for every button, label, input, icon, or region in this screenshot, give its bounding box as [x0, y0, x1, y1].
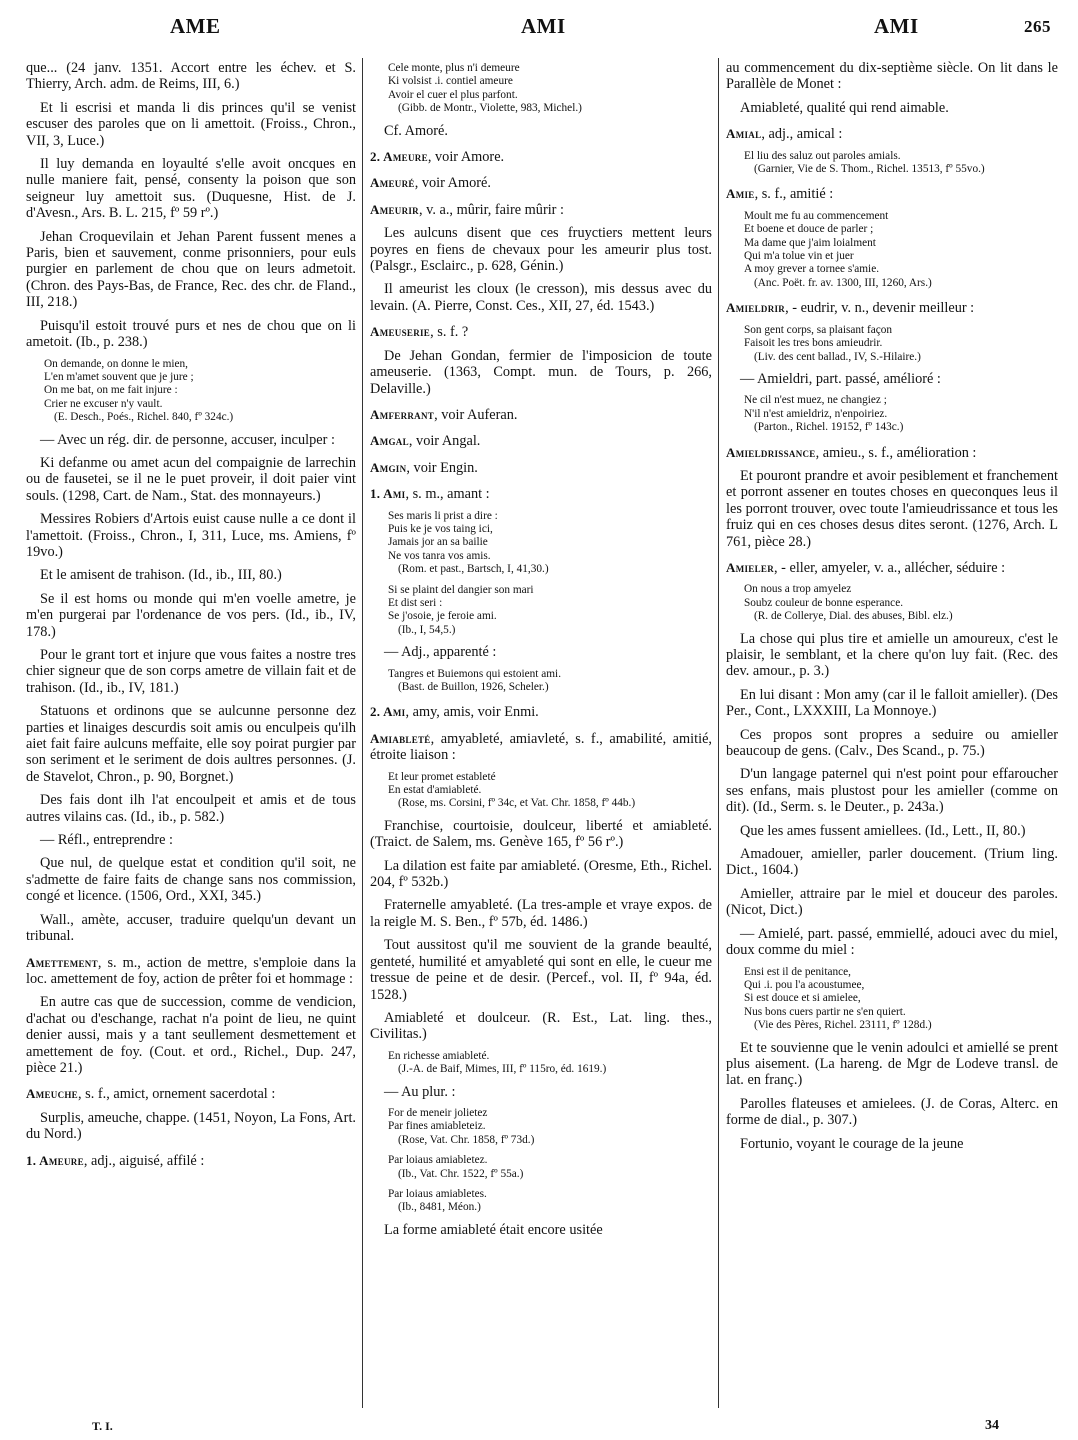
prose-paragraph: D'un langage paternel qui n'est point pour effaroucher ses enfans, mais plustost pour les amieller (comme on dit). (Id., Serm. s. le Deuter., p. 243a.) — [726, 766, 1058, 816]
verse-line: Et boene et douce de parler ; — [744, 223, 874, 236]
prose-paragraph: Que nul, de quelque estat et condition qu'il soit, ne s'admette de faire faits de change sans nos commission, congé et licence. (1506, Ord., XXI, 345.) — [26, 855, 356, 905]
verse-quotation — [388, 510, 712, 577]
verse-quotation — [744, 966, 1058, 1033]
column-1 — [26, 60, 356, 1400]
citation-source: (Vie des Pères, Richel. 23111, fº 128d.) — [754, 1019, 932, 1032]
verse-line: Qui m'a tolue vin et juer — [744, 250, 854, 263]
prose-paragraph: En autre cas que de succession, comme de vendicion, d'achat ou d'eschange, rachat n'a point de lieu, ne quint denier aussi, mais y a tant seullement desmettement et amettement de foy. (Cout. et ord., Richel., Dup. 247, pièce 21.) — [26, 994, 356, 1076]
citation-source: (Gibb. de Montr., Violette, 983, Michel.) — [398, 102, 582, 115]
headword: Amieldrir — [726, 300, 786, 316]
citation-source: (Rom. et past., Bartsch, I, 41,30.) — [398, 563, 549, 576]
verse-line: On me bat, on me fait injure : — [44, 384, 178, 397]
verse-line: Nus bons cuers partir ne s'en quiert. — [744, 1005, 906, 1018]
verse-line: Crier ne excuser n'y vault. — [44, 397, 163, 410]
headword: 1. Ami — [370, 486, 406, 502]
dictionary-entry — [726, 560, 1058, 576]
entry-definition: , voir Engin. — [406, 459, 478, 476]
dictionary-entry — [26, 955, 356, 988]
entry-definition: , voir Amore. — [427, 149, 505, 166]
headword: Amferrant — [370, 406, 435, 422]
citation-source: (Anc. Poët. fr. av. 1300, III, 1260, Ars.) — [754, 276, 932, 289]
citation-source: (Garnier, Vie de S. Thom., Richel. 13513, fº 55vo.) — [754, 163, 985, 176]
verse-line: Et leur promet estableté — [388, 770, 496, 783]
verse-line: Soubz couleur de bonne esperance. — [744, 596, 904, 609]
prose-paragraph: au commencement du dix-septième siècle. On lit dans le Parallèle de Monet : — [726, 60, 1058, 93]
running-head-right: AMI — [874, 14, 919, 38]
entry-definition: , voir Auferan. — [434, 406, 518, 423]
verse-line: Si se plaint del dangier son mari — [388, 583, 534, 596]
verse-quotation — [388, 62, 712, 116]
prose-paragraph: Se il est homs ou monde qui m'en voelle ametre, je m'en purgerai par l'ordenance de vos pers. (Id., ib., IV, 178.) — [26, 590, 356, 640]
prose-paragraph: Amiableté et doulceur. (R. Est., Lat. ling. thes., Civilitas.) — [370, 1009, 712, 1043]
verse-line: L'en m'amet souvent que je jure ; — [44, 370, 194, 383]
gathering-number: 34 — [985, 1418, 999, 1433]
dictionary-entry — [726, 186, 1058, 202]
verse-line: En estat d'amiableté. — [388, 784, 482, 797]
dictionary-entry — [370, 704, 712, 720]
verse-line: Ses maris li prist a dire : — [388, 509, 498, 522]
column-3 — [726, 60, 1058, 1400]
dictionary-entry — [370, 731, 712, 764]
prose-paragraph: Amiableté, qualité qui rend aimable. — [740, 99, 949, 116]
dictionary-entry — [370, 175, 712, 191]
verse-quotation — [744, 150, 1058, 177]
dictionary-entry — [370, 433, 712, 449]
running-head-left: AME — [170, 14, 221, 38]
prose-paragraph: Il ameurist les cloux (le cresson), mis dessus avec du levain. (A. Pierre, Const. Ces., XII, 27, éd. 1543.) — [370, 281, 712, 314]
headword: Amie — [726, 186, 755, 202]
verse-quotation — [388, 771, 712, 811]
verse-quotation — [388, 1154, 712, 1181]
verse-quotation — [744, 210, 1058, 290]
prose-paragraph: Que les ames fussent amiellees. (Id., Lett., II, 80.) — [740, 822, 1026, 839]
entry-definition: , adj., amical : — [761, 126, 843, 143]
dictionary-entry — [370, 149, 712, 165]
headword: Amettement — [26, 954, 98, 970]
dictionary-entry — [26, 1153, 356, 1169]
prose-paragraph: De Jehan Gondan, fermier de l'imposicion de toute ameuserie. (1363, Compt. mun. de Tours, p. 266, Delaville.) — [370, 347, 712, 397]
dictionary-entry — [370, 486, 712, 502]
prose-paragraph: Jehan Croquevilain et Jehan Parent fussent menes a Paris, bien et sauvement, conme prisonniers, pour euls purgier en parlement de chou que on leurs admetoit. (Chron. des Pays-Bas, de France, Rec. des chr. de Fland., III, 218.) — [26, 228, 356, 311]
citation-source: (R. de Collerye, Dial. des abuses, Bibl. elz.) — [754, 610, 953, 623]
headword: Ameurir — [370, 201, 419, 217]
column-rule-1 — [362, 58, 363, 1408]
verse-line: N'il n'est amieldriz, n'enpoiriez. — [744, 407, 888, 420]
headword: 2. Ameure — [370, 149, 428, 165]
dictionary-entry — [726, 126, 1058, 142]
verse-line: Et dist seri : — [388, 596, 443, 609]
citation-source: (Rose, ms. Corsini, fº 34c, et Vat. Chr. 1858, fº 44b.) — [398, 797, 636, 810]
headword: 1. Ameure — [26, 1152, 84, 1168]
dictionary-entry — [726, 445, 1058, 461]
prose-paragraph: La chose qui plus tire et amielle un amoureux, c'est le plaisir, le semblant, et la chere qu'on luy fait. (Rec. des dev. amour., p. 3.) — [726, 630, 1058, 680]
dictionary-entry — [370, 202, 712, 218]
prose-paragraph: En lui disant : Mon amy (car il le falloit amieller). (Des Per., Cont., LXXXIII, La Monnoye.) — [726, 686, 1058, 720]
entry-definition: , voir Amoré. — [414, 175, 491, 192]
prose-paragraph: Parolles flateuses et amielees. (J. de Coras, Alterc. en forme de dial., p. 307.) — [726, 1095, 1058, 1129]
verse-line: Ma dame que j'aim loialment — [744, 236, 876, 249]
entry-definition: , adj., aiguisé, affilé : — [83, 1152, 205, 1169]
verse-line: Par fines amiableteiz. — [388, 1120, 486, 1133]
prose-paragraph: Et le amisent de trahison. (Id., ib., III, 80.) — [40, 567, 282, 584]
headword: Amiableté — [370, 730, 431, 746]
headword: Ameuré — [370, 175, 415, 191]
prose-paragraph: — Amieldri, part. passé, amélioré : — [740, 370, 941, 387]
prose-paragraph: La dilation est faite par amiableté. (Oresme, Eth., Richel. 204, fº 532b.) — [370, 857, 712, 891]
verse-quotation — [388, 1188, 712, 1215]
prose-paragraph: Pour le grant tort et injure que vous faites a nostre tres chier signeur que de son corps ametre de villain fait et de trahison. (Id., ib., IV, 181.) — [26, 647, 356, 696]
verse-line: Si est douce et si amielee, — [744, 992, 861, 1005]
verse-quotation — [744, 583, 1058, 623]
verse-quotation — [388, 1050, 712, 1077]
entry-definition: , v. a., mûrir, faire mûrir : — [419, 201, 564, 218]
verse-line: Tangres et Buiemons qui estoient ami. — [388, 667, 562, 680]
entry-definition: , - eudrir, v. n., devenir meilleur : — [785, 300, 975, 317]
verse-quotation — [388, 668, 712, 695]
prose-paragraph: Et pouront prandre et avoir pesiblement et franchement et porront assener en toutes choses en queconques leus il les porront trouver, ovec toute l'amieudrissance et tous les fruiz qui en ces choses desus dites seront. (1276, Arch. L 761, pièce 28.) — [726, 467, 1058, 550]
verse-line: On nous a trop amyelez — [744, 583, 852, 596]
verse-quotation — [388, 1107, 712, 1147]
dictionary-entry — [370, 460, 712, 476]
prose-paragraph: — Avec un rég. dir. de personne, accuser, inculper : — [40, 431, 335, 448]
headword: Amgin — [370, 459, 407, 475]
verse-line: Son gent corps, sa plaisant façon — [744, 323, 893, 336]
entry-definition: , amyableté, amiavleté, s. f., amabilité, amitié, étroite liaison : — [370, 730, 712, 764]
entry-definition: , amy, amis, voir Enmi. — [405, 704, 539, 721]
verse-line: Ne cil n'est muez, ne changiez ; — [744, 394, 887, 407]
verse-line: Faisoit les tres bons amieudrir. — [744, 337, 883, 350]
prose-paragraph: Des fais dont ilh l'at encoulpeit et amis et de tous autres vilains cas. (Id., ib., p. 582.) — [26, 792, 356, 825]
verse-line: Moult me fu au commencement — [744, 209, 889, 222]
citation-source: (Liv. des cent ballad., IV, S.-Hilaire.) — [754, 350, 921, 363]
verse-line: Cele monte, plus n'i demeure — [388, 62, 520, 74]
entry-definition: , s. f., amitié : — [754, 186, 834, 203]
verse-line: Avoir el cuer el plus parfont. — [388, 88, 518, 101]
prose-paragraph: — Adj., apparenté : — [384, 644, 497, 661]
verse-line: Ki volsist .i. contiel ameure — [388, 75, 513, 88]
headword: Amgal — [370, 433, 409, 449]
headword: Amieler — [726, 559, 774, 575]
verse-quotation — [744, 394, 1058, 434]
verse-line: Par loiaus amiabletes. — [388, 1187, 487, 1200]
prose-paragraph: Franchise, courtoisie, doulceur, liberté et amiableté. (Traict. de Salem, ms. Genève 165, fº 56 rº.) — [370, 817, 712, 851]
citation-source: (J.-A. de Baif, Mimes, III, fº 115ro, éd. 1619.) — [398, 1063, 607, 1076]
prose-paragraph: Messires Robiers d'Artois euist cause nulle a ce dont il l'amettoit. (Froiss., Chron., I, 311, Luce, ms. Amiens, fº 19vo.) — [26, 511, 356, 560]
page-number: 265 — [1024, 17, 1051, 36]
verse-line: Qui .i. pou l'a acoustumee, — [744, 978, 865, 991]
prose-paragraph: Ki defanme ou amet acun del compaignie de larrechin ou de fausetei, se il ne le puet proveir, il doit paier vint souls. (1298, Cart. de Nam., Stat. des monnayeurs.) — [26, 454, 356, 504]
dictionary-entry — [726, 300, 1058, 316]
column-2 — [370, 60, 712, 1400]
prose-paragraph: Cf. Amoré. — [384, 122, 448, 139]
prose-paragraph: La forme amiableté était encore usitée — [384, 1221, 603, 1238]
verse-quotation — [744, 324, 1058, 364]
verse-line: Jamais jor an sa bailie — [388, 536, 488, 549]
verse-line: En richesse amiableté. — [388, 1049, 490, 1062]
verse-line: Ensi est il de penitance, — [744, 965, 851, 978]
citation-source: (Bast. de Buillon, 1926, Scheler.) — [398, 681, 549, 693]
prose-paragraph: Et te souvienne que le venin adoulci et amiellé se prent plus aisement. (La hareng. de Mgr de Lodeve transl. de lat. en franç.) — [726, 1039, 1058, 1089]
verse-line: A moy grever a tornee s'amie. — [744, 263, 880, 276]
entry-definition: , amieu., s. f., amélioration : — [815, 444, 977, 461]
verse-line: El liu des saluz out paroles amials. — [744, 149, 901, 162]
entry-definition: , s. f., amict, ornement sacerdotal : — [78, 1086, 276, 1103]
column-rule-2 — [718, 58, 719, 1408]
prose-paragraph: que... (24 janv. 1351. Accort entre les échev. et S. Thierry, Arch. adm. de Reims, III, 6.) — [26, 60, 356, 93]
verse-line: Par loiaus amiabletez. — [388, 1154, 488, 1167]
prose-paragraph: — Amielé, part. passé, emmiellé, adouci avec du miel, doux comme du miel : — [726, 925, 1058, 959]
prose-paragraph: Fortunio, voyant le courage de la jeune — [740, 1135, 964, 1152]
entry-definition: , s. m., action de mettre, s'emploie dans la loc. amettement de foy, action de prêter foi et hommage : — [26, 954, 356, 987]
prose-paragraph: Tout aussitost qu'il me souvient de la grande beaulté, genteté, humilité et amyableté qui sont en elle, le cueur me tressue de peine et de desir. (Percef., vol. II, fº 94a, éd. 1528.) — [370, 937, 712, 1003]
verse-line: Se j'osoie, je feroie ami. — [388, 610, 497, 623]
citation-source: (Ib., I, 54,5.) — [398, 623, 456, 636]
prose-paragraph: Ces propos sont propres a seduire ou amieller beaucoup de gens. (Calv., Des Scand., p. 75.) — [726, 726, 1058, 760]
prose-paragraph: Fraternelle amyableté. (La tres-ample et vraye expos. de la reigle M. S. Ben., fº 57b, éd. 1486.) — [370, 897, 712, 930]
signature-mark: T. I. — [92, 1419, 113, 1433]
prose-paragraph: Puisqu'il estoit trouvé purs et nes de chou que on li ametoit. (Ib., p. 238.) — [26, 317, 356, 351]
entry-definition: , s. m., amant : — [405, 486, 490, 503]
headword: Ameuserie — [370, 324, 431, 340]
prose-paragraph: Et li escrisi et manda li dis princes qu'il se venist escuser des paroles que on li amettoit. (Froiss., Chron., VII, 3, Luce.) — [26, 99, 356, 149]
verse-line: Ne vos tanra vos amis. — [388, 549, 491, 562]
entry-definition: , - eller, amyeler, v. a., allécher, séduire : — [774, 559, 1006, 576]
prose-paragraph: Wall., amète, accuser, traduire quelqu'un devant un tribunal. — [26, 911, 356, 945]
entry-definition: , voir Angal. — [408, 433, 481, 450]
prose-paragraph: Les aulcuns disent que ces fruyctiers mettent leurs poyres en fiens de chevaux pour les ameurir plus tost. (Palsgr., Esclairc., p. 628, Génin.) — [370, 225, 712, 275]
prose-paragraph: Amieller, attraire par le miel et douceur des paroles. (Nicot, Dict.) — [726, 885, 1058, 919]
citation-source: (E. Desch., Poés., Richel. 840, fº 324c.) — [54, 411, 234, 424]
prose-paragraph: — Réfl., entreprendre : — [40, 832, 173, 849]
dictionary-entry — [370, 407, 712, 423]
dictionary-entry — [370, 324, 712, 340]
prose-paragraph: Il luy demanda en loyaulté s'elle avoit oncques en nulle maniere fait, pensé, consenty la poison que son seigneur luy amettoit sus. (Duquesne, Hist. de J. d'Avesn., Ars. B. L. 215, fº 59 rº.) — [26, 156, 356, 222]
entry-definition: , s. f. ? — [430, 324, 469, 341]
verse-line: For de meneir jolietez — [388, 1106, 488, 1119]
dictionary-entry — [26, 1086, 356, 1102]
verse-quotation — [44, 358, 356, 425]
citation-source: (Rose, Vat. Chr. 1858, fº 73d.) — [398, 1133, 535, 1146]
running-head-center: AMI — [521, 14, 566, 38]
headword: 2. Ami — [370, 704, 406, 720]
prose-paragraph: Amadouer, amieller, parler doucement. (Trium ling. Dict., 1604.) — [726, 846, 1058, 879]
citation-source: (Ib., 8481, Méon.) — [398, 1201, 481, 1214]
verse-line: Puis ke je vos taing ici, — [388, 522, 493, 535]
verse-line: On demande, on donne le mien, — [44, 357, 188, 370]
verse-quotation — [388, 584, 712, 638]
prose-paragraph: — Au plur. : — [384, 1083, 456, 1100]
headword: Ameuche — [26, 1086, 78, 1102]
prose-paragraph: Statuons et ordinons que se aulcunne personne dez parties et linaiges descurdis soit amis ou enculpeis qu'ilh aiet fait faire aulcuns meffaite, elle soy poirat purgier par son seriment et le seriment de dois aultres personnes. (J. de Stavelot, Chron., p. 90, Borgnet.) — [26, 703, 356, 785]
headword: Amieldrissance — [726, 444, 816, 460]
citation-source: (Ib., Vat. Chr. 1522, fº 55a.) — [398, 1167, 524, 1180]
headword: Amial — [726, 126, 762, 142]
citation-source: (Parton., Richel. 19152, fº 143c.) — [754, 421, 904, 434]
prose-paragraph: Surplis, ameuche, chappe. (1451, Noyon, La Fons, Art. du Nord.) — [26, 1109, 356, 1143]
